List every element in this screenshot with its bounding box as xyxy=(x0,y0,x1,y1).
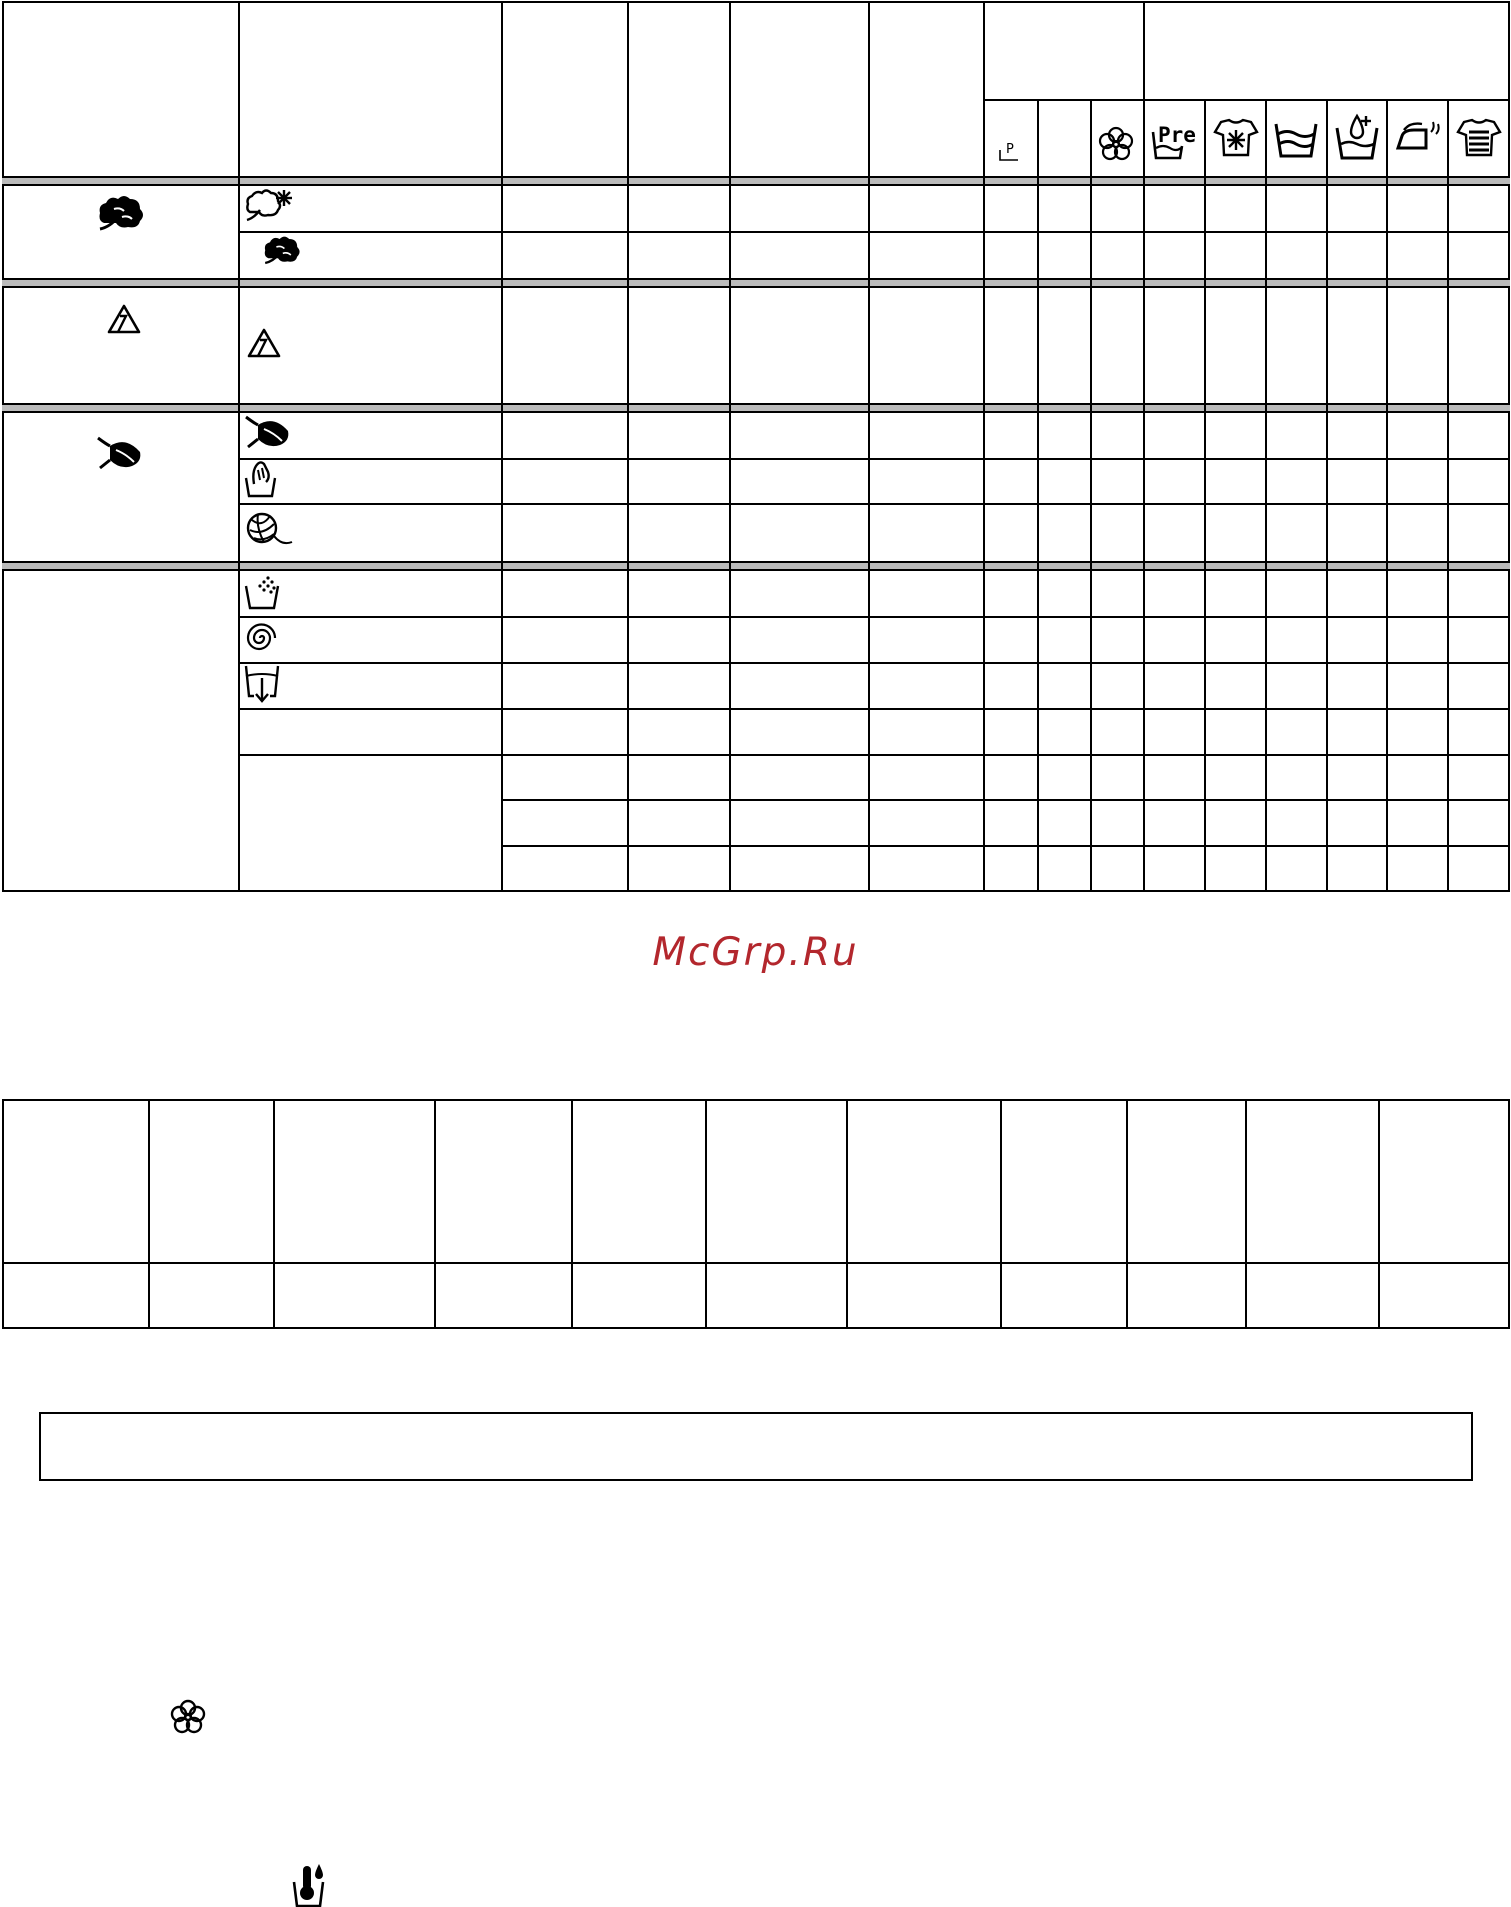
iron-easy-icon xyxy=(1392,118,1444,154)
cotton-icon xyxy=(96,193,146,235)
svg-text:Pre: Pre xyxy=(1158,123,1196,147)
section-band xyxy=(2,278,1510,288)
synthetic-icon xyxy=(106,302,142,336)
tub-extra-rinse-icon xyxy=(1334,110,1380,162)
drain-icon xyxy=(244,664,280,704)
shirt-striped-icon xyxy=(1456,118,1502,158)
stain-shirt-icon xyxy=(1213,118,1259,158)
section-band xyxy=(2,176,1510,186)
cotton-icon xyxy=(262,234,302,268)
tub-extra-water-icon xyxy=(1273,120,1319,160)
synthetic-icon xyxy=(246,326,282,360)
section-band xyxy=(2,561,1510,571)
delicate-feather-icon xyxy=(96,436,146,474)
flower-softener-icon xyxy=(1098,126,1134,162)
cotton-eco-icon xyxy=(244,188,294,224)
watermark: McGrp.Ru xyxy=(652,930,859,975)
thermometer-drop-icon xyxy=(292,1862,328,1907)
spec-table xyxy=(0,1097,1511,1331)
rinse-shower-icon xyxy=(244,574,280,610)
svg-text:P: P xyxy=(1006,142,1014,157)
flower-softener-icon xyxy=(170,1699,206,1735)
hand-wash-icon xyxy=(244,458,278,500)
prewash-p-icon xyxy=(998,140,1022,164)
program-table xyxy=(0,0,1511,895)
wool-yarn-icon xyxy=(244,506,294,550)
prewash-pre-icon xyxy=(1150,118,1200,162)
delicate-feather-icon xyxy=(244,414,294,454)
note-box xyxy=(39,1412,1473,1481)
section-band xyxy=(2,403,1510,413)
spin-spiral-icon xyxy=(246,622,278,654)
